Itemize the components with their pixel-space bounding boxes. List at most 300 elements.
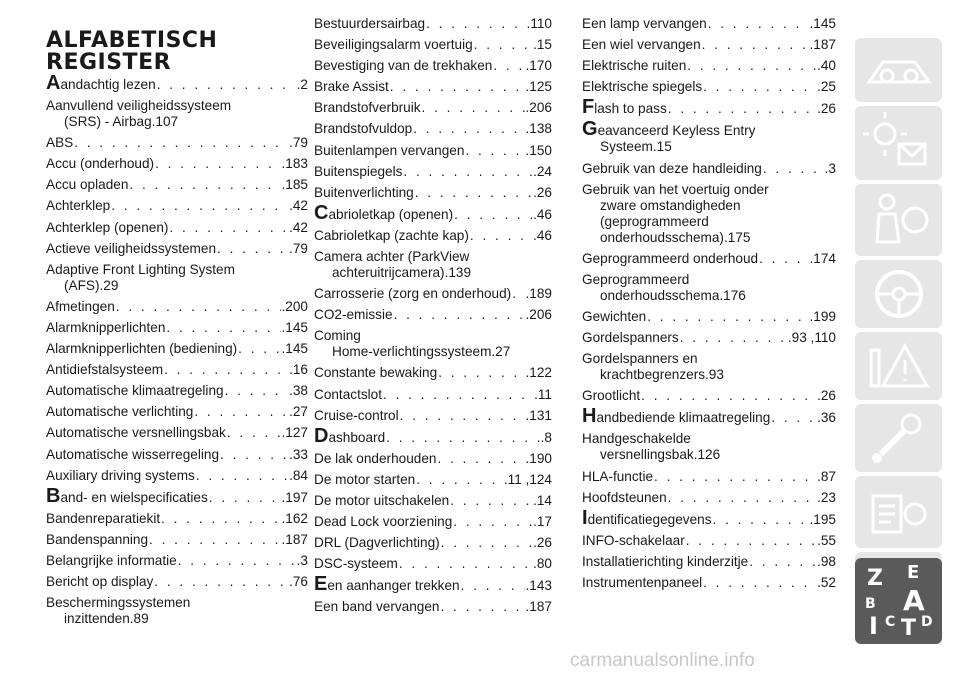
entry-last-line (582, 367, 836, 383)
entry-page: .42 (289, 219, 308, 235)
entry-initial-letter: A (46, 72, 61, 94)
entry-page: .145 (281, 319, 308, 335)
dot-leader (155, 156, 280, 172)
entry-page: .8 (540, 429, 552, 445)
entry-title-rest: ashboard (328, 429, 386, 445)
index-letter: C (885, 614, 896, 630)
entry-title: Brandstofvuldop (314, 121, 413, 137)
dot-leader (470, 228, 532, 244)
tab-warning-lights[interactable] (855, 106, 942, 180)
entry-page: .27 (491, 344, 511, 360)
entry-title-rest: abrioletkap (openen) (328, 206, 454, 222)
entry-title-rest: lash to pass (594, 101, 667, 117)
entry-last-line (582, 230, 836, 246)
entry-page: .189 (525, 286, 552, 302)
entry-page: .25 (817, 79, 836, 95)
dot-leader (686, 533, 816, 549)
dot-leader (383, 387, 533, 403)
entry-initial-letter: G (582, 118, 598, 141)
steering-wheel-icon (855, 260, 942, 328)
entry-page: .26 (533, 535, 552, 551)
entry-page: .143 (525, 578, 552, 594)
entry-page: .36 (817, 410, 836, 426)
index-letter: D (921, 614, 933, 630)
entry-title (582, 96, 667, 119)
tab-dashboard[interactable] (855, 38, 942, 102)
entry-initial-letter: D (314, 424, 329, 447)
entry-initial-letter: H (582, 405, 597, 428)
dot-leader (217, 241, 288, 257)
index-entry[interactable] (46, 553, 308, 569)
entry-title: Bericht op display (46, 574, 154, 590)
index-entry[interactable] (582, 330, 836, 346)
entry-page: .170 (525, 58, 552, 74)
entry-page: .206 (525, 100, 552, 116)
entry-title: Beveiligingsalarm voertuig (314, 37, 473, 53)
index-entry[interactable] (46, 362, 308, 378)
entry-page: .84 (289, 467, 308, 483)
entry-page: .131 (525, 407, 552, 423)
entry-title: Automatische verlichting (46, 404, 194, 420)
entry-last-line (46, 114, 308, 130)
entry-page: .11 (534, 386, 552, 402)
entry-last-line (46, 611, 308, 627)
tab-alphabetical-index[interactable] (855, 558, 942, 644)
entry-page: .3 (824, 160, 836, 176)
entry-page: .79 (289, 240, 308, 256)
entry-last-line (314, 265, 552, 281)
dot-leader (154, 574, 288, 590)
dot-leader (413, 121, 524, 137)
entry-title: Auxiliary driving systems (46, 467, 195, 483)
entry-page: .187 (281, 531, 308, 547)
entry-page: .3 (296, 552, 308, 568)
index-entry[interactable] (46, 404, 308, 420)
tab-emergency[interactable] (855, 332, 942, 400)
entry-title-continued: achteruitrijcamera) (332, 265, 445, 281)
dot-leader (209, 490, 281, 506)
index-entry[interactable] (314, 556, 552, 572)
entry-title: Dead Lock voorziening (314, 514, 453, 530)
index-entry[interactable] (314, 387, 552, 403)
index-entry[interactable] (582, 182, 836, 246)
entry-title: Hoofdsteunen (582, 489, 667, 505)
index-entry[interactable] (582, 161, 836, 177)
entry-title: De lak onderhouden (314, 450, 437, 466)
index-entry[interactable] (582, 58, 836, 74)
entry-title: Automatische versnellingsbak (46, 425, 226, 441)
index-entry[interactable] (582, 118, 836, 155)
index-entry[interactable] (314, 143, 552, 159)
index-entry[interactable] (582, 490, 836, 506)
dot-leader (400, 408, 525, 424)
index-entry[interactable] (46, 484, 308, 507)
index-letter: B (865, 596, 876, 612)
entry-title: Instrumentenpaneel (582, 574, 703, 590)
entry-initial-letter: C (314, 201, 329, 224)
index-column-1 (46, 72, 308, 632)
entry-page: .174 (809, 250, 836, 266)
dot-leader (390, 79, 525, 95)
index-entry[interactable] (314, 79, 552, 95)
index-entry[interactable] (314, 58, 552, 74)
index-entry[interactable] (46, 72, 308, 94)
entry-title-continued: (AFS) (64, 277, 100, 293)
index-entry[interactable] (46, 262, 308, 294)
index-entry[interactable] (582, 309, 836, 325)
dot-leader (771, 410, 816, 426)
dot-leader (680, 330, 787, 346)
entry-page: .187 (525, 599, 552, 615)
index-entry[interactable] (46, 468, 308, 484)
index-entry[interactable] (314, 408, 552, 424)
index-entry[interactable] (314, 121, 552, 137)
index-letter: E (907, 562, 920, 583)
entry-page: .33 (289, 446, 308, 462)
dot-leader (416, 472, 503, 488)
page-title-line2: REGISTER (46, 50, 172, 75)
index-entry[interactable] (46, 135, 308, 151)
dot-leader (225, 383, 289, 399)
index-entry[interactable] (314, 185, 552, 201)
tab-starting-driving[interactable] (855, 260, 942, 328)
entry-page: .14 (533, 492, 552, 508)
entry-title: Buitenspiegels (314, 163, 403, 179)
dot-leader (759, 251, 808, 267)
dot-leader (194, 404, 288, 420)
index-entry[interactable] (582, 96, 836, 119)
dot-leader (196, 468, 288, 484)
entry-title: Geprogrammeerd (582, 271, 690, 287)
index-entry[interactable] (314, 424, 552, 447)
entry-page: .195 (809, 511, 836, 527)
entry-last-line (582, 139, 836, 155)
entry-title-rest: eavanceerd Keyless Entry (597, 123, 756, 139)
entry-title: CO2-emissie (314, 307, 393, 323)
entry-title: Gebruik van het voertuig onder (582, 181, 769, 197)
dot-leader (415, 185, 532, 201)
entry-title: Antidiefstalsysteem (46, 362, 164, 378)
entry-initial-letter: E (314, 573, 328, 596)
dot-leader (749, 554, 816, 570)
entry-title (582, 405, 771, 428)
dot-leader (394, 307, 525, 323)
entry-page: .2 (296, 77, 308, 92)
entry-title: Gewichten (582, 308, 647, 324)
entry-title: HLA-functie (582, 468, 654, 484)
entry-title: Grootlicht (582, 388, 641, 404)
entry-title: Automatische klimaatregeling (46, 383, 224, 399)
dot-leader (687, 58, 816, 74)
entry-page: .15 (652, 139, 672, 155)
index-entry[interactable] (46, 532, 308, 548)
entry-page: .199 (809, 308, 836, 324)
dot-leader (453, 514, 532, 530)
index-entry[interactable] (314, 535, 552, 551)
entry-page: .87 (817, 468, 836, 484)
entry-title: DSC-systeem (314, 556, 398, 572)
entry-title: Geprogrammeerd onderhoud (582, 250, 759, 266)
entry-title (314, 573, 460, 596)
entry-page: .40 (817, 58, 836, 74)
index-letter: T (901, 616, 917, 641)
entry-title: Contactslot (314, 386, 383, 402)
entry-page: .127 (281, 425, 308, 441)
entry-title: Bandenspanning (46, 531, 149, 547)
entry-title-rest: andachtig lezen (60, 77, 156, 92)
entry-page: .139 (444, 265, 472, 281)
entry-title: Een wiel vervangen (582, 37, 701, 53)
entry-last-line (314, 344, 552, 360)
index-entry[interactable] (46, 383, 308, 399)
dot-leader (454, 207, 532, 223)
index-column-3 (582, 16, 836, 596)
entry-page: .80 (533, 556, 552, 572)
entry-page: .52 (817, 574, 836, 590)
entry-title: Buitenverlichting (314, 184, 414, 200)
entry-last-line (46, 278, 308, 294)
dot-leader (227, 425, 281, 441)
index-entry[interactable] (46, 177, 308, 193)
entry-title: Handgeschakelde (582, 431, 691, 447)
tab-maintenance[interactable] (855, 404, 942, 472)
entry-title: Bestuurdersairbag (314, 16, 426, 31)
dot-leader (399, 556, 532, 572)
index-entry[interactable] (46, 320, 308, 336)
entry-page: .46 (533, 206, 552, 222)
entry-title: Buitenlampen vervangen (314, 142, 465, 158)
entry-title: Accu opladen (46, 177, 129, 193)
dot-leader (512, 286, 524, 302)
dot-leader (668, 101, 816, 117)
roadside-emergency-icon (855, 332, 942, 400)
entry-title: Actieve veiligheidssystemen (46, 240, 217, 256)
index-entry[interactable] (46, 341, 308, 357)
index-entry[interactable] (582, 16, 836, 32)
index-entry[interactable] (46, 574, 308, 590)
dot-leader (116, 299, 281, 315)
dot-leader (166, 320, 280, 336)
index-entry[interactable] (46, 511, 308, 527)
entry-title: Alarmknipperlichten (bediening) (46, 341, 238, 357)
entry-page: .145 (809, 16, 836, 31)
index-entry[interactable] (582, 405, 836, 428)
entry-title-continued: krachtbegrenzers (600, 367, 706, 383)
entry-title: Aanvullend veiligheidssysteem (46, 98, 232, 114)
index-entry[interactable] (314, 249, 552, 281)
entry-title: Gordelspanners (582, 330, 679, 346)
index-entry[interactable] (46, 198, 308, 214)
index-entry[interactable] (582, 533, 836, 549)
entry-title (582, 118, 836, 141)
dot-leader (178, 553, 296, 569)
dot-leader (647, 309, 808, 325)
dot-leader (164, 362, 288, 378)
index-letter: I (869, 612, 878, 640)
entry-title: De motor uitschakelen (314, 492, 450, 508)
entry-page: .16 (289, 362, 308, 378)
entry-page: .76 (289, 574, 308, 590)
entry-page: .187 (809, 37, 836, 53)
index-entry[interactable] (582, 37, 836, 53)
dot-leader (441, 535, 532, 551)
index-entry[interactable] (314, 307, 552, 323)
entry-title: Achterklep (openen) (46, 219, 169, 235)
car-dashboard-icon (855, 38, 942, 102)
entry-page: .145 (281, 341, 308, 357)
index-entry[interactable] (582, 431, 836, 463)
index-entry[interactable] (314, 472, 552, 488)
entry-title-rest: and- en wielspecificaties (60, 489, 208, 505)
entry-page: .183 (281, 156, 308, 172)
tab-technical-data[interactable] (855, 476, 942, 548)
entry-page: .79 (289, 135, 308, 151)
entry-page: .17 (533, 514, 552, 530)
dot-leader (465, 143, 524, 159)
index-entry[interactable] (582, 351, 836, 383)
entry-title: Bevestiging van de trekhaken (314, 58, 493, 74)
index-entry[interactable] (314, 514, 552, 530)
index-entry[interactable] (314, 365, 552, 381)
index-entry[interactable] (582, 388, 836, 404)
entry-title-continued: versnellingsbak (600, 447, 694, 463)
entry-title: Cruise-control (314, 407, 399, 423)
entry-page: .55 (817, 532, 836, 548)
car-specs-icon (855, 476, 942, 548)
entry-title: Beschermingssystemen (46, 595, 191, 611)
index-entry[interactable] (582, 575, 836, 591)
index-column-2 (314, 16, 552, 621)
index-entry[interactable] (314, 228, 552, 244)
entry-page: .197 (281, 489, 308, 505)
entry-page: .98 (817, 553, 836, 569)
entry-page: .26 (533, 184, 552, 200)
index-letter: A (903, 584, 925, 617)
entry-title-rest: dentificatiegegevens (587, 511, 712, 527)
index-entry[interactable] (46, 447, 308, 463)
dot-leader (450, 493, 532, 509)
entry-title-continued: Systeem (600, 139, 653, 155)
index-entry[interactable] (314, 16, 552, 32)
entry-page: .26 (817, 388, 836, 404)
dot-leader (403, 164, 532, 180)
entry-title: Belangrijke informatie (46, 552, 177, 568)
entry-title: Cabrioletkap (zachte kap) (314, 227, 469, 243)
dot-leader (654, 469, 816, 485)
entry-title-continued: Home-verlichtingssysteem (332, 344, 492, 360)
entry-title-rest: en aanhanger trekken (327, 578, 460, 594)
index-entry[interactable] (314, 573, 552, 596)
index-entry[interactable] (582, 79, 836, 95)
index-entry[interactable] (46, 425, 308, 441)
entry-page: .138 (525, 121, 552, 137)
entry-page: .93 ,110 (787, 330, 836, 346)
entry-title: Accu (onderhoud) (46, 156, 155, 172)
entry-title-rest: andbediende klimaatregeling (596, 410, 771, 426)
index-entry[interactable] (314, 286, 552, 302)
entry-title: Brake Assist (314, 79, 389, 95)
tab-safety[interactable] (855, 184, 942, 256)
index-entry[interactable] (314, 599, 552, 615)
entry-page: .29 (99, 277, 119, 293)
index-entry[interactable] (46, 98, 308, 130)
entry-page: .107 (151, 114, 179, 130)
entry-page: .125 (525, 79, 552, 95)
dot-leader (386, 430, 540, 446)
entry-page: .122 (525, 365, 552, 381)
index-entry[interactable] (582, 251, 836, 267)
index-entry[interactable] (582, 506, 836, 529)
dot-leader (111, 198, 288, 214)
entry-title: Adaptive Front Lighting System (46, 261, 235, 277)
entry-page: .24 (533, 163, 552, 179)
index-entry[interactable] (46, 595, 308, 627)
dot-leader (440, 599, 524, 615)
index-entry[interactable] (46, 241, 308, 257)
dot-leader (238, 341, 280, 357)
dot-leader (438, 365, 524, 381)
entry-page: .175 (723, 229, 751, 245)
dot-leader (708, 16, 809, 32)
index-entry[interactable] (582, 272, 836, 304)
dot-leader (74, 135, 288, 151)
entry-title: Een band vervangen (314, 599, 440, 615)
dot-leader (703, 79, 816, 95)
entry-page: .200 (281, 298, 308, 314)
entry-page: .27 (289, 404, 308, 420)
index-entry[interactable] (46, 220, 308, 236)
entry-page: .38 (289, 383, 308, 399)
entry-title: Coming (314, 328, 361, 344)
entry-last-line (582, 288, 836, 304)
entry-title: Brandstofverbruik (314, 100, 421, 116)
entry-title (46, 484, 208, 507)
index-entry[interactable] (314, 164, 552, 180)
index-entry[interactable] (582, 554, 836, 570)
entry-title-continued: zware omstandigheden (600, 197, 741, 213)
index-entry[interactable] (314, 201, 552, 224)
entry-title: Constante bewaking (314, 365, 438, 381)
index-entry[interactable] (314, 328, 552, 360)
page-title (46, 30, 306, 74)
entry-title: Installatierichting kinderzitje (582, 553, 749, 569)
entry-page: .176 (719, 287, 746, 303)
watermark-footer: carmanualsonline.info (570, 650, 755, 671)
index-entry[interactable] (314, 37, 552, 53)
entry-page: .89 (129, 611, 149, 627)
entry-page: .206 (525, 307, 552, 323)
entry-initial-letter: F (582, 96, 595, 119)
dot-leader (474, 37, 532, 53)
entry-title: Camera achter (ParkView (314, 249, 470, 265)
dot-leader (169, 220, 288, 236)
index-entry[interactable] (314, 100, 552, 116)
dot-leader (461, 578, 525, 594)
index-entry[interactable] (314, 493, 552, 509)
dot-leader (161, 511, 280, 527)
entry-title: Gebruik van deze handleiding (582, 160, 762, 176)
index-entry[interactable] (46, 299, 308, 315)
index-entry[interactable] (46, 156, 308, 172)
entry-page: .93 (705, 367, 724, 383)
entry-title-continued: (geprogrammeerd (600, 213, 709, 229)
dot-leader (422, 100, 525, 116)
index-entry[interactable] (582, 469, 836, 485)
dot-leader (157, 77, 296, 93)
entry-title: DRL (Dagverlichting) (314, 535, 440, 551)
index-entry[interactable] (314, 451, 552, 467)
entry-title (46, 72, 156, 94)
